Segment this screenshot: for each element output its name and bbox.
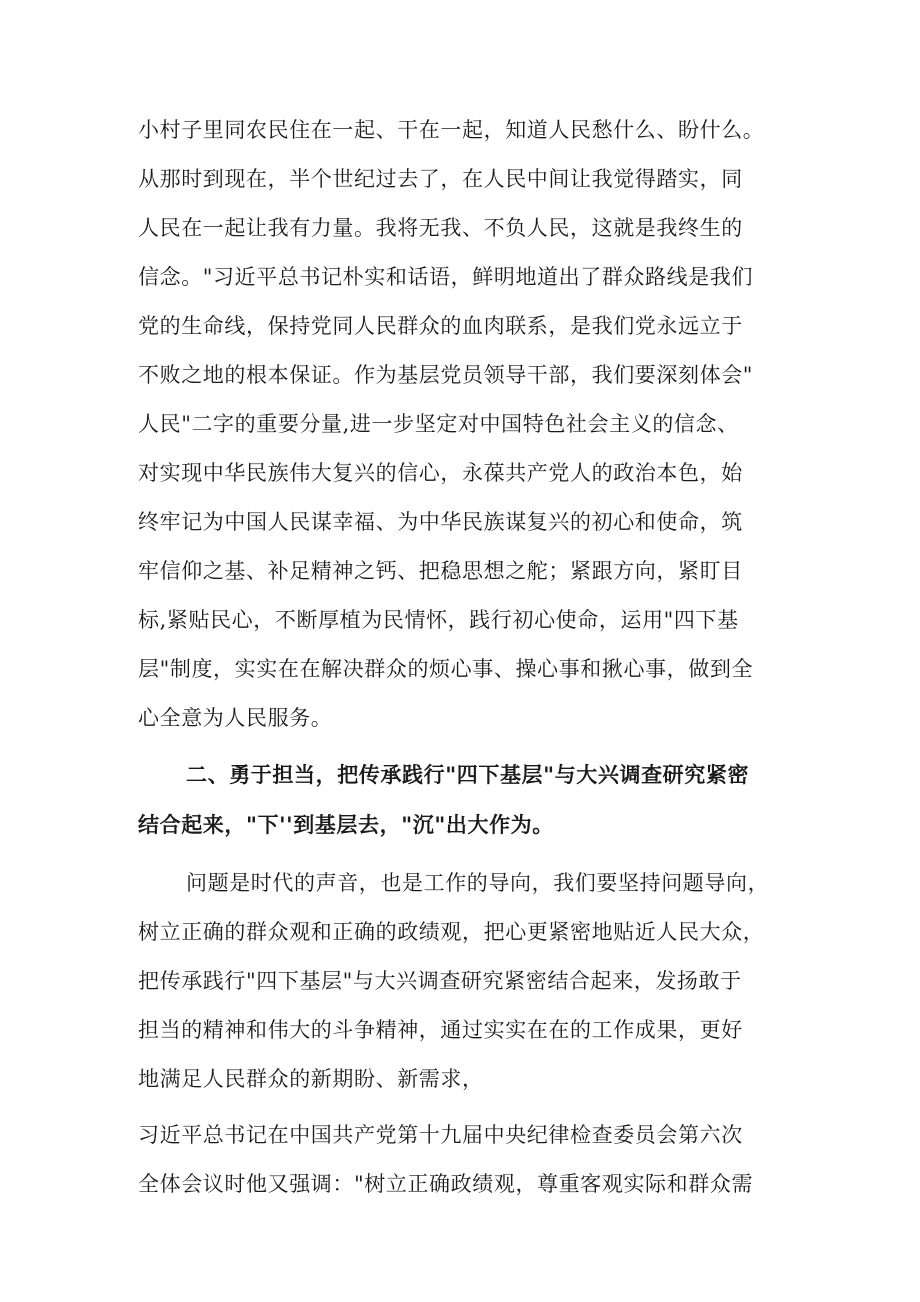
text-line: 树立正确的群众观和正确的政绩观，把心更紧密地贴近人民大众， (138, 920, 765, 944)
text-line: 终牢记为中国人民谋幸福、为中华民族谋复兴的初心和使命，筑 (138, 510, 743, 534)
text-line: 牢信仰之基、补足精神之钙、把稳思想之舵；紧跟方向，紧盯目 (138, 559, 743, 583)
text-line: 标,紧贴民心，不断厚植为民情怀，践行初心使命，运用"四下基 (138, 608, 739, 632)
text-line: 对实现中华民族伟大复兴的信心，永葆共产党人的政治本色，始 (138, 461, 743, 485)
text-line: 党的生命线，保持党同人民群众的血肉联系，是我们党永远立于 (138, 314, 743, 338)
heading-line: 二、勇于担当，把传承践行"四下基层"与大兴调查研究紧密 (186, 762, 750, 787)
text-line: 把传承践行"四下基层"与大兴调查研究紧密结合起来，发扬敢于 (138, 969, 742, 993)
text-line: 心全意为人民服务。 (138, 706, 333, 730)
text-line: 全体会议时他又强调："树立正确政绩观，尊重客观实际和群众需 (138, 1172, 754, 1196)
text-line: 从那时到现在，半个世纪过去了，在人民中间让我觉得踏实，同 (138, 167, 743, 191)
text-line: 人民"二字的重要分量,进一步坚定对中国特色社会主义的信念、 (138, 412, 739, 436)
text-line: 人民在一起让我有力量。我将无我、不负人民，这就是我终生的 (138, 216, 743, 240)
text-line: 问题是时代的声音，也是工作的导向，我们要坚持问题导向， (186, 871, 770, 895)
text-line: 小村子里同农民住在一起、干在一起，知道人民愁什么、盼什么。 (138, 118, 765, 142)
heading-line: 结合起来，"下''到基层去，"沉"出大作为。 (138, 812, 554, 837)
text-line: 担当的精神和伟大的斗争精神，通过实实在在的工作成果，更好 (138, 1018, 743, 1042)
text-line: 信念。"习近平总书记朴实和话语，鲜明地道出了群众路线是我们 (138, 265, 754, 289)
text-line: 层"制度，实实在在解决群众的烦心事、操心事和揪心事，做到全 (138, 657, 754, 681)
text-line: 习近平总书记在中国共产党第十九届中央纪律检查委员会第六次 (138, 1123, 743, 1147)
text-line: 地满足人民群众的新期盼、新需求， (138, 1067, 484, 1091)
text-line: 不败之地的根本保证。作为基层党员领导干部，我们要深刻体会" (138, 363, 754, 387)
